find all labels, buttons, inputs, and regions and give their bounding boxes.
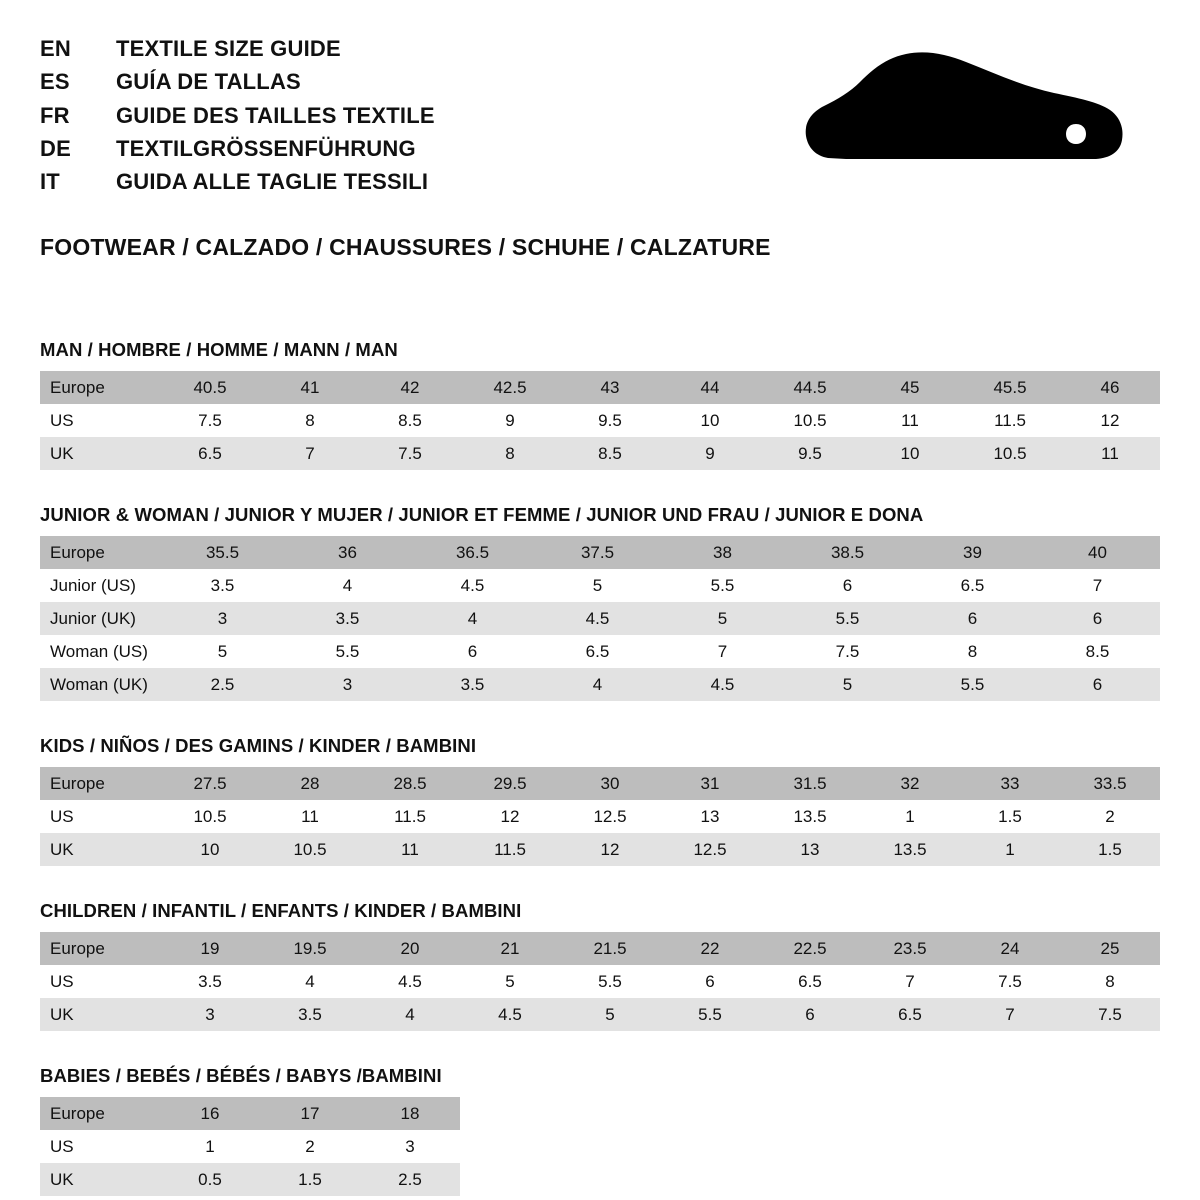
table-cell: 38 — [660, 536, 785, 569]
size-table-junior-woman — [40, 536, 1160, 701]
table-cell: 11.5 — [460, 833, 560, 866]
table-cell: 5.5 — [285, 635, 410, 668]
row-label: US — [40, 404, 160, 437]
table-cell: 4 — [410, 602, 535, 635]
table-cell: 3.5 — [160, 569, 285, 602]
table-cell: 45.5 — [960, 371, 1060, 404]
table-row — [40, 404, 1160, 437]
table-cell: 29.5 — [460, 767, 560, 800]
table-cell: 1.5 — [260, 1163, 360, 1196]
section-man — [40, 339, 1160, 470]
table-cell: 6 — [1035, 668, 1160, 701]
table-cell: 6 — [410, 635, 535, 668]
table-cell: 45 — [860, 371, 960, 404]
table-row — [40, 536, 1160, 569]
table-cell: 7.5 — [785, 635, 910, 668]
table-cell: 4 — [285, 569, 410, 602]
table-cell: 10 — [160, 833, 260, 866]
table-cell: 2.5 — [160, 668, 285, 701]
language-code: EN — [40, 36, 71, 61]
table-cell: 31.5 — [760, 767, 860, 800]
table-cell: 37.5 — [535, 536, 660, 569]
table-row — [40, 569, 1160, 602]
category-title: FOOTWEAR / CALZADO / CHAUSSURES / SCHUHE / CALZATURE — [40, 234, 771, 261]
table-cell: 22 — [660, 932, 760, 965]
table-cell: 7 — [860, 965, 960, 998]
table-cell: 3 — [285, 668, 410, 701]
table-cell: 7.5 — [1060, 998, 1160, 1031]
row-label: Woman (US) — [40, 635, 160, 668]
table-cell: 36.5 — [410, 536, 535, 569]
table-cell: 41 — [260, 371, 360, 404]
table-cell: 11 — [260, 800, 360, 833]
table-cell: 4 — [260, 965, 360, 998]
table-cell: 18 — [360, 1097, 460, 1130]
table-cell: 42 — [360, 371, 460, 404]
table-cell: 11 — [360, 833, 460, 866]
table-cell: 2 — [1060, 800, 1160, 833]
table-cell: 23.5 — [860, 932, 960, 965]
table-cell: 12.5 — [660, 833, 760, 866]
table-cell: 4.5 — [460, 998, 560, 1031]
table-cell: 9 — [460, 404, 560, 437]
table-cell: 0.5 — [160, 1163, 260, 1196]
language-code: ES — [40, 69, 70, 95]
table-row — [40, 932, 1160, 965]
table-cell: 10.5 — [260, 833, 360, 866]
table-cell: 8.5 — [560, 437, 660, 470]
table-cell: 5.5 — [660, 569, 785, 602]
table-cell: 1 — [860, 800, 960, 833]
section-babies — [40, 1065, 1160, 1196]
table-cell: 38.5 — [785, 536, 910, 569]
table-cell: 8 — [260, 404, 360, 437]
table-cell: 4 — [360, 998, 460, 1031]
table-cell: 5 — [460, 965, 560, 998]
row-label: Junior (UK) — [40, 602, 160, 635]
table-cell: 39 — [910, 536, 1035, 569]
table-row — [40, 1097, 460, 1130]
table-cell: 5 — [560, 998, 660, 1031]
table-cell: 13 — [660, 800, 760, 833]
table-cell: 13 — [760, 833, 860, 866]
table-cell: 4.5 — [360, 965, 460, 998]
table-cell: 10.5 — [960, 437, 1060, 470]
table-cell: 44 — [660, 371, 760, 404]
table-cell: 21.5 — [560, 932, 660, 965]
row-label: Woman (UK) — [40, 668, 160, 701]
section-title: CHILDREN / INFANTIL / ENFANTS / KINDER / BAMBINI — [40, 900, 522, 922]
table-cell: 6 — [1035, 602, 1160, 635]
table-cell: 31 — [660, 767, 760, 800]
row-label: US — [40, 800, 160, 833]
document-header — [40, 34, 1160, 196]
row-label: Europe — [40, 536, 160, 569]
section-title: MAN / HOMBRE / HOMME / MANN / MAN — [40, 339, 398, 361]
table-cell: 6.5 — [535, 635, 660, 668]
section-title: BABIES / BEBÉS / BÉBÉS / BABYS /BAMBINI — [40, 1065, 442, 1087]
row-label: UK — [40, 833, 160, 866]
table-cell: 19 — [160, 932, 260, 965]
table-cell: 27.5 — [160, 767, 260, 800]
language-title: GUIDE DES TAILLES TEXTILE — [116, 102, 435, 128]
table-cell: 32 — [860, 767, 960, 800]
table-cell: 7 — [260, 437, 360, 470]
table-cell: 6 — [760, 998, 860, 1031]
table-row — [40, 965, 1160, 998]
table-cell: 3 — [360, 1130, 460, 1163]
table-cell: 7.5 — [960, 965, 1060, 998]
table-cell: 16 — [160, 1097, 260, 1130]
table-cell: 40.5 — [160, 371, 260, 404]
dress-shoe-icon — [766, 34, 1160, 168]
table-row — [40, 668, 1160, 701]
table-cell: 4 — [535, 668, 660, 701]
table-cell: 6.5 — [160, 437, 260, 470]
table-cell: 6 — [660, 965, 760, 998]
language-row — [40, 134, 435, 163]
table-cell: 12 — [1060, 404, 1160, 437]
table-cell: 36 — [285, 536, 410, 569]
table-row — [40, 1163, 460, 1196]
table-cell: 40 — [1035, 536, 1160, 569]
table-cell: 3 — [160, 998, 260, 1031]
table-cell: 6 — [785, 569, 910, 602]
size-table-babies — [40, 1097, 460, 1196]
row-label: US — [40, 965, 160, 998]
table-cell: 11.5 — [360, 800, 460, 833]
language-title-list — [40, 34, 435, 196]
table-cell: 10 — [860, 437, 960, 470]
table-cell: 43 — [560, 371, 660, 404]
table-cell: 44.5 — [760, 371, 860, 404]
section-junior-woman — [40, 504, 1160, 701]
language-row — [40, 34, 435, 63]
table-cell: 9.5 — [760, 437, 860, 470]
language-title: GUIDA ALLE TAGLIE TESSILI — [116, 169, 429, 194]
row-label: Junior (US) — [40, 569, 160, 602]
table-cell: 3.5 — [260, 998, 360, 1031]
table-cell: 10 — [660, 404, 760, 437]
table-cell: 19.5 — [260, 932, 360, 965]
table-row — [40, 602, 1160, 635]
table-cell: 6.5 — [860, 998, 960, 1031]
language-title: TEXTILGRÖSSENFÜHRUNG — [116, 135, 416, 161]
table-cell: 9.5 — [560, 404, 660, 437]
table-cell: 8.5 — [1035, 635, 1160, 668]
table-cell: 6.5 — [910, 569, 1035, 602]
table-cell: 3.5 — [160, 965, 260, 998]
language-title: TEXTILE SIZE GUIDE — [116, 36, 341, 61]
section-kids — [40, 735, 1160, 866]
table-cell: 28.5 — [360, 767, 460, 800]
table-cell: 30 — [560, 767, 660, 800]
size-table-man — [40, 371, 1160, 470]
table-cell: 5 — [785, 668, 910, 701]
row-label: Europe — [40, 767, 160, 800]
table-cell: 6 — [910, 602, 1035, 635]
table-cell: 8.5 — [360, 404, 460, 437]
table-cell: 8 — [460, 437, 560, 470]
row-label: Europe — [40, 1097, 160, 1130]
table-cell: 1 — [960, 833, 1060, 866]
language-title: GUÍA DE TALLAS — [116, 69, 301, 95]
language-row — [40, 101, 435, 130]
section-title: KIDS / NIÑOS / DES GAMINS / KINDER / BAMBINI — [40, 735, 477, 757]
row-label: Europe — [40, 371, 160, 404]
table-row — [40, 800, 1160, 833]
table-cell: 8 — [910, 635, 1035, 668]
table-cell: 5 — [160, 635, 285, 668]
table-row — [40, 767, 1160, 800]
table-cell: 5.5 — [910, 668, 1035, 701]
size-table-children — [40, 932, 1160, 1031]
table-cell: 10.5 — [760, 404, 860, 437]
table-cell: 4.5 — [535, 602, 660, 635]
table-cell: 7 — [960, 998, 1060, 1031]
row-label: UK — [40, 437, 160, 470]
table-cell: 46 — [1060, 371, 1160, 404]
table-row — [40, 1130, 460, 1163]
table-row — [40, 998, 1160, 1031]
table-cell: 12.5 — [560, 800, 660, 833]
row-label: Europe — [40, 932, 160, 965]
table-row — [40, 635, 1160, 668]
table-cell: 5.5 — [785, 602, 910, 635]
table-cell: 7 — [660, 635, 785, 668]
table-cell: 10.5 — [160, 800, 260, 833]
table-cell: 22.5 — [760, 932, 860, 965]
size-table-kids — [40, 767, 1160, 866]
table-cell: 25 — [1060, 932, 1160, 965]
row-label: UK — [40, 1163, 160, 1196]
table-row — [40, 371, 1160, 404]
table-cell: 8 — [1060, 965, 1160, 998]
table-cell: 5 — [660, 602, 785, 635]
table-cell: 11 — [1060, 437, 1160, 470]
table-cell: 13.5 — [760, 800, 860, 833]
table-cell: 4.5 — [410, 569, 535, 602]
table-cell: 5.5 — [560, 965, 660, 998]
table-cell: 7.5 — [360, 437, 460, 470]
table-cell: 1.5 — [960, 800, 1060, 833]
section-title: JUNIOR & WOMAN / JUNIOR Y MUJER / JUNIOR ET FEMME / JUNIOR UND FRAU / JUNIOR E DONA — [40, 504, 924, 526]
table-row — [40, 437, 1160, 470]
row-label: US — [40, 1130, 160, 1163]
table-cell: 3.5 — [285, 602, 410, 635]
table-cell: 33 — [960, 767, 1060, 800]
table-cell: 12 — [460, 800, 560, 833]
language-row — [40, 67, 435, 96]
table-cell: 4.5 — [660, 668, 785, 701]
table-cell: 5.5 — [660, 998, 760, 1031]
language-row — [40, 167, 435, 196]
table-cell: 2 — [260, 1130, 360, 1163]
table-cell: 7.5 — [160, 404, 260, 437]
table-cell: 28 — [260, 767, 360, 800]
table-cell: 17 — [260, 1097, 360, 1130]
table-cell: 24 — [960, 932, 1060, 965]
table-cell: 5 — [535, 569, 660, 602]
table-cell: 1 — [160, 1130, 260, 1163]
table-cell: 20 — [360, 932, 460, 965]
table-cell: 9 — [660, 437, 760, 470]
table-cell: 33.5 — [1060, 767, 1160, 800]
section-children — [40, 900, 1160, 1031]
table-cell: 11 — [860, 404, 960, 437]
table-cell: 13.5 — [860, 833, 960, 866]
table-cell: 35.5 — [160, 536, 285, 569]
table-cell: 6.5 — [760, 965, 860, 998]
table-cell: 1.5 — [1060, 833, 1160, 866]
language-code: DE — [40, 135, 71, 161]
table-cell: 42.5 — [460, 371, 560, 404]
language-code: IT — [40, 169, 60, 194]
table-cell: 11.5 — [960, 404, 1060, 437]
row-label: UK — [40, 998, 160, 1031]
table-cell: 2.5 — [360, 1163, 460, 1196]
table-cell: 7 — [1035, 569, 1160, 602]
table-cell: 3 — [160, 602, 285, 635]
language-code: FR — [40, 102, 70, 128]
size-tables — [40, 339, 1160, 1196]
table-cell: 3.5 — [410, 668, 535, 701]
table-cell: 21 — [460, 932, 560, 965]
table-row — [40, 833, 1160, 866]
table-cell: 12 — [560, 833, 660, 866]
